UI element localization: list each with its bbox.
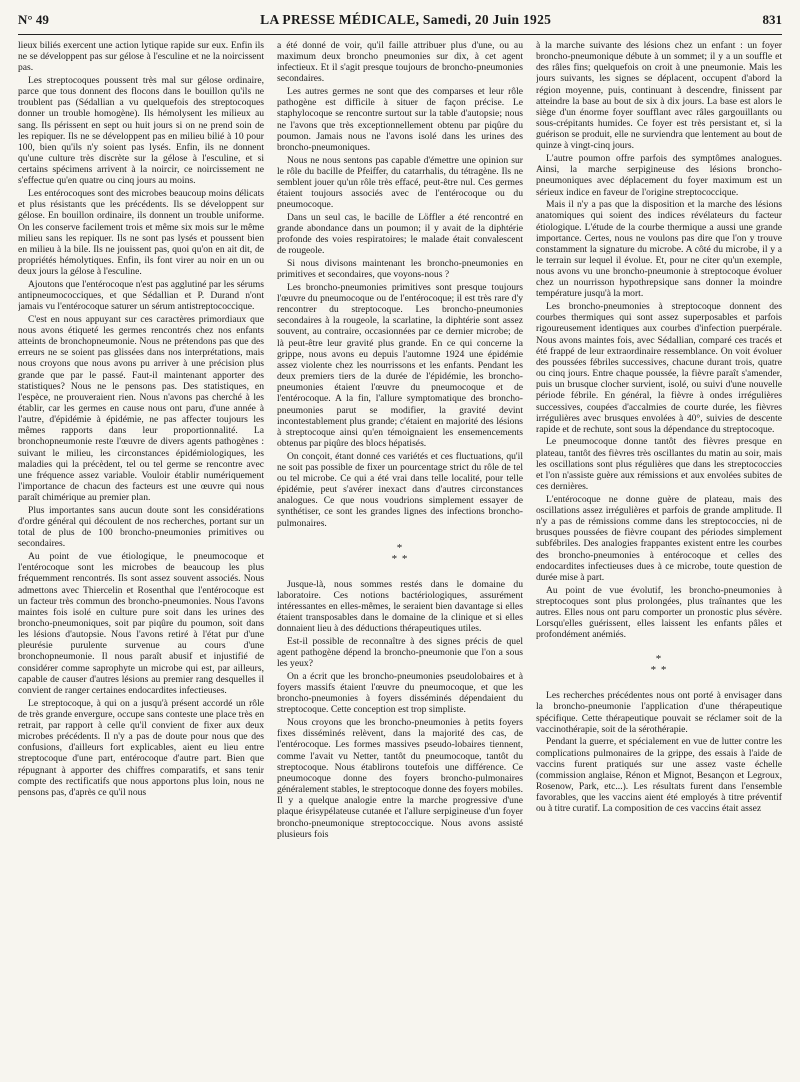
page-header [18, 6, 782, 35]
article-paragraph: Nous croyons que les broncho-pneumonies à petits foyers fixes disséminés relèvent, dans la majorité des cas, de l'entérocoque. Les formes massives pseudo-lobaires tiennent, comme l'avait vu Netter, tantôt du pneumocoque, tantôt du streptocoque. Nous établirons toutefois une différence. Ce pneumocoque donne des foyers broncho-pulmonaires généralement stables, le streptocoque donne des foyers mobiles. Il y a quelque analogie entre la marche progressive d'une plaque érisypélateuse cutanée et l'allure serpigineuse d'un foyer broncho-pneumonique streptococcique. Nous avons assisté plusieurs fois [277, 717, 523, 840]
article-paragraph: Les streptocoques poussent très mal sur gélose ordinaire, parce que tous donnent des flocons dans le bouillon qu'ils ne troublent pas (Sédallian a vu quelquefois des streptocoques donner un trouble homogène). Ils hémolysent les milieux au sang. Ils périssent en sept ou huit jours si on ne prend soin de les repiquer. Ils ne se développent pas en milieu bilié à 10 pour 100, bien qu'ils n'y soient pas lysés. Enfin, ils ne donnent qu'une culture très discrète sur la gélose à l'esculine, et si certains spécimens arrivent à la noircir, ce noircissement ne s'effectue qu'en quatre ou cinq jours au moins. [18, 74, 264, 187]
article-paragraph: Au point de vue étiologique, le pneumocoque et l'entérocoque sont les microbes de beaucoup les plus fréquemment rencontrés. Ils sont assez souvent associés. Nous admettons avec Thiercelin et Rosenthal que l'entérocoque est un facteur très commun des broncho-pneumonies. Nous l'avons maintes fois isolé en culture pure soit dans les urines des broncho-pneumoniques, soit par piqûre du poumon, soit dans les lésions d'autopsie. Nous l'avons retiré à l'état pur d'une pleurésie purulente survenue au cours d'une bronchopneumonie. Il nous paraît abusif et injustifié de considérer comme saprophyte un microbe qui est, par ailleurs, capable de causer d'autres lésions au premier rang desquelles il convient de ranger certaines endocardites infectieuses. [18, 551, 264, 696]
article-paragraph: Le streptocoque, à qui on a jusqu'à présent accordé un rôle de très grande envergure, occupe sans conteste une place très en retrait, par rapport à celle qu'il convient de fixer aux deux microbes précédents. Il n'y a pas de doute pour nous que des confusions, d'ailleurs fort explicables, aient eu lieu entre streptocoque d'une part, entérocoque d'autre part. Bien que répugnant à apporter des chiffres comparatifs, et sans tenir compte des rectificatifs que nous apportons plus loin, nous ne pensons pas, d'après ce qu'il nous [18, 697, 264, 798]
article-paragraph: Dans un seul cas, le bacille de Löffler a été rencontré en grande abondance dans un poumon; il y avait de la diphtérie profonde des voies respiratoires; le malade était convalescent de rougeole. [277, 211, 523, 257]
article-paragraph: Plus importantes sans aucun doute sont les considérations d'ordre général qui découlent de nos recherches, portant sur un total de plus de 100 broncho-pneumonies primitives ou secondaires. [18, 504, 264, 550]
article-paragraph: L'autre poumon offre parfois des symptômes analogues. Ainsi, la marche serpigineuse des lésions broncho-pneumoniques avec déplacement du foyer maximum est un sérieux indice en faveur de l'origine streptococcique. [536, 153, 782, 198]
text-columns [18, 40, 782, 1074]
article-paragraph: On conçoit, étant donné ces variétés et ces fluctuations, qu'il ne soit pas possible de fixer un pourcentage strict du rôle de tel ou tel microbe. Ce qui a été vrai dans telle localité, pour telle épidémie, peut s'avérer inexact dans d'autres circonstances analogues. Ce que nous voudrions simplement essayer de synthétiser, ce sont les grandes lignes des infections broncho-pulmonaires. [277, 450, 523, 529]
page-number: 831 [762, 12, 782, 27]
article-paragraph: Jusque-là, nous sommes restés dans le domaine du laboratoire. Ces notions bactériologiques, assurément intéressantes en elles-mêmes, le seraient bien davantage si elles étaient transposables dans le domaine de la clinique et si elles donnaient lieu à des déductions thérapeutiques utiles. [277, 578, 523, 635]
article-paragraph: a été donné de voir, qu'il faille attribuer plus d'une, ou au maximum deux broncho pneumonies sur dix, à cet agent infectieux. Et il s'agit presque toujours de broncho-pneumonies secondaires. [277, 40, 523, 85]
article-paragraph: C'est en nous appuyant sur ces caractères primordiaux que nous avons étiqueté les germes rencontrés chez nos enfants atteints de bronchopneumonie. Nous ne prétendons pas que des erreurs ne se soient pas glissées dans nos interprétations, mais nous croyons que nous avons pu arriver à une précision plus grande que par le passé. Faut-il maintenant apporter des statistiques? Nous ne le pensons pas. Des statistiques, en l'espèce, ne prouveraient rien. Nous n'avons pas cherché à les établir, car les germes en cause nous ont paru, d'une année à l'autre, d'épidémie à épidémie, ne pas affecter toujours les mêmes rapports dans leur proportionnalité. La bronchopneumonie reste l'œuvre de divers agents pathogènes : suivant le milieu, les circonstances épidémiologiques, les maladies qui la précèdent, tel ou tel germe se rencontre avec une fréquence assez variable. Vouloir établir numériquement l'importance de chacun des facteurs est une œuvre qui nous paraît chimérique au premier plan. [18, 313, 264, 504]
article-paragraph: Les autres germes ne sont que des comparses et leur rôle pathogène est difficile à situer de façon précise. Le staphylocoque se rencontre surtout sur la table d'autopsie; nous ne l'avons que très exceptionnellement obtenu par piqûre du poumon. Jamais nous ne l'avons isolé dans les urines des broncho-pneumoniques. [277, 86, 523, 153]
article-paragraph: Les broncho-pneumonies primitives sont presque toujours l'œuvre du pneumocoque ou de l'entérocoque; il est très rare d'y rencontrer du streptocoque. Les broncho-pneumonies secondaires à la rougeole, la scarlatine, la diphtérie sont assez souvent, au contraire, occasionnées par ce dernier microbe; de là peut-être leur gravité plus grande. En ce qui concerne la grippe, nous avons eu depuis l'automne 1924 une épidémie assez violente chez les nourrissons et les enfants. Pendant les deux premiers tiers de la durée de l'épidémie, les broncho-pneumonies étaient l'œuvre du pneumocoque et de l'entérocoque. A la fin, l'allure symptomatique des broncho-pneumonies parut se modifier, la gravité devint incontestablement plus grande; c'étaient en majorité des lésions à streptocoque ainsi qu'en témoignaient les ensemencements obtenus par piqûre des blocs hépatisés. [277, 281, 523, 449]
article-paragraph: On a écrit que les broncho-pneumonies pseudolobaires et à foyers massifs étaient l'œuvre du pneumocoque, et que les broncho-pneumonies à foyers disséminés dépendaient du streptocoque. Cette conception est trop simpliste. [277, 670, 523, 716]
section-separator: * * * [650, 653, 668, 677]
article-paragraph: Ajoutons que l'entérocoque n'est pas agglutiné par les sérums antipneumococciques, et que Sédallian et P. Durand n'ont jamais vu l'entérocoque saturer un sérum antistreptococcique. [18, 278, 264, 313]
issue-number: N° 49 [18, 12, 49, 27]
article-paragraph: Est-il possible de reconnaître à des signes précis de quel agent pathogène dépend la broncho-pneumonie que l'on a sous les yeux? [277, 636, 523, 670]
article-paragraph: Le pneumocoque donne tantôt des fièvres presque en plateau, tantôt des fièvres très oscillantes du matin au soir, mais les oscillations sont plus régulières que dans les streptococcies et l'on n'assiste guère aux rémissions et aux envolées subites de ces dernières. [536, 436, 782, 493]
column-3 [536, 40, 782, 1074]
article-paragraph: Mais il n'y a pas que la disposition et la marche des lésions anatomiques qui soient des indices révélateurs du facteur étiologique. L'étude de la courbe thermique a aussi une grande importance. Certes, nous ne voulons pas dire que l'on y trouve constamment la signature du microbe. A côté du microbe, il y a le terrain sur lequel il évolue. Et, pour ne citer qu'un exemple, nous avons vu une broncho-pneumonie à streptocoque évoluer chez un nourrisson hypothrepsique sans donner la moindre température jusqu'à la mort. [536, 199, 782, 300]
article-paragraph: Si nous divisons maintenant les broncho-pneumonies en primitives et secondaires, que voyons-nous ? [277, 257, 523, 281]
column-2 [277, 40, 523, 1074]
journal-title: LA PRESSE MÉDICALE, Samedi, 20 Juin 1925 [260, 12, 552, 27]
section-separator: * * * [391, 541, 409, 565]
article-paragraph: à la marche suivante des lésions chez un enfant : un foyer broncho-pneumonique débute à un sommet; il y a un souffle et des râles fins; quelquefois on croit à une pneumonie. Mais les jours suivants, les signes se déplacent, occupent d'abord la région moyenne, puis, continuant à descendre, finissent par atteindre la base au bout de six à dix jours. La base est alors le siège d'un énorme foyer soufflant avec râles gargouillants ou sous-crépitants humides. Ce foyer est très persistant et, si la guérison se produit, elle ne surviendra que lentement au bout de quinze à vingt-cinq jours. [536, 40, 782, 152]
article-paragraph: lieux biliés exercent une action lytique rapide sur eux. Enfin ils ne se développent pas sur gélose à l'esculine et ne la noircissent pas. [18, 40, 264, 74]
article-paragraph: Les broncho-pneumonies à streptocoque donnent des courbes thermiques qui sont assez superposables et parfois rigoureusement identiques aux courbes d'infection puerpérale. Nous avons maintes fois, avec Sédallian, comparé ces tracés et été frappé de leur extraordinaire ressemblance. On voit évoluer des poussées fébriles successives, chacune durant trois, quatre ou cinq jours. Entre chaque poussée, la fièvre paraît s'amender, puis un brusque clocher survient, isolé, ou suivi d'une nouvelle période fébrile. En général, la fièvre à ondes irrégulières successives, coupées d'accalmies de courte durée, les fièvres irrégulières avec brusques envolées à 40°, suivies de descente rapide et de rechute, sont sous la dépendance du streptocoque. [536, 301, 782, 435]
article-paragraph: Pendant la guerre, et spécialement en vue de lutter contre les complications pulmonaires de la grippe, des essais à l'aide de vaccins furent pratiqués sur une assez vaste échelle (commission anglaise, Rénon et Mignot, Besançon et Legroux, Rosenow, Park, etc...). Les résultats furent dans l'ensemble favorables, que les vaccins aient été employés à titre préventif ou à titre curatif. La composition de ces vaccins était assez [536, 736, 782, 815]
article-paragraph: L'entérocoque ne donne guère de plateau, mais des oscillations assez irrégulières et parfois de grande amplitude. Il n'y a pas de rémissions comme dans les streptococcies, ni de brusques poussées de fièvre coupant des périodes simplement subfébriles. Des analogies frappantes existent entre les courbes des broncho-pneumonies à entérocoque et celles des endocardites infectieuses dues à ce microbe, toute question de durée mise à part. [536, 493, 782, 583]
article-paragraph: Au point de vue évolutif, les broncho-pneumonies à streptocoques sont plus prolongées, plus traînantes que les autres. Elles nous ont paru comporter un pronostic plus sévère. Lorsqu'elles guérissent, elles laissent les enfants pâles et profondément anémiés. [536, 584, 782, 641]
article-paragraph: Les entérocoques sont des microbes beaucoup moins délicats et plus résistants que les précédents. Ils se développent sur gélose. En bouillon ordinaire, ils donnent un trouble uniforme. On les conserve facilement trois et même six mois sur le même milieu sans les repiquer. Ils ne sont pas lysés et poussent bien en milieu à la bile. Ils ne jouissent pas, quoi qu'on en ait dit, de propriétés hémolytiques. Enfin, ils font virer au noir en un ou deux jours la gélose à l'esculine. [18, 188, 264, 278]
article-paragraph: Les recherches précédentes nous ont porté à envisager dans la broncho-pneumonie l'application d'une thérapeutique spécifique. Cette thérapeutique pouvait se réclamer soit de la vaccinothérapie, soit de la sérothérapie. [536, 690, 782, 735]
article-paragraph: Nous ne nous sentons pas capable d'émettre une opinion sur le rôle du bacille de Pfeiffer, du catarrhalis, du tétragène. Ils ne semblent jouer qu'un rôle très effacé, peut-être nul. Ces germes étaient toujours associés avec de l'entérocoque ou du pneumocoque. [277, 154, 523, 211]
column-1 [18, 40, 264, 1074]
